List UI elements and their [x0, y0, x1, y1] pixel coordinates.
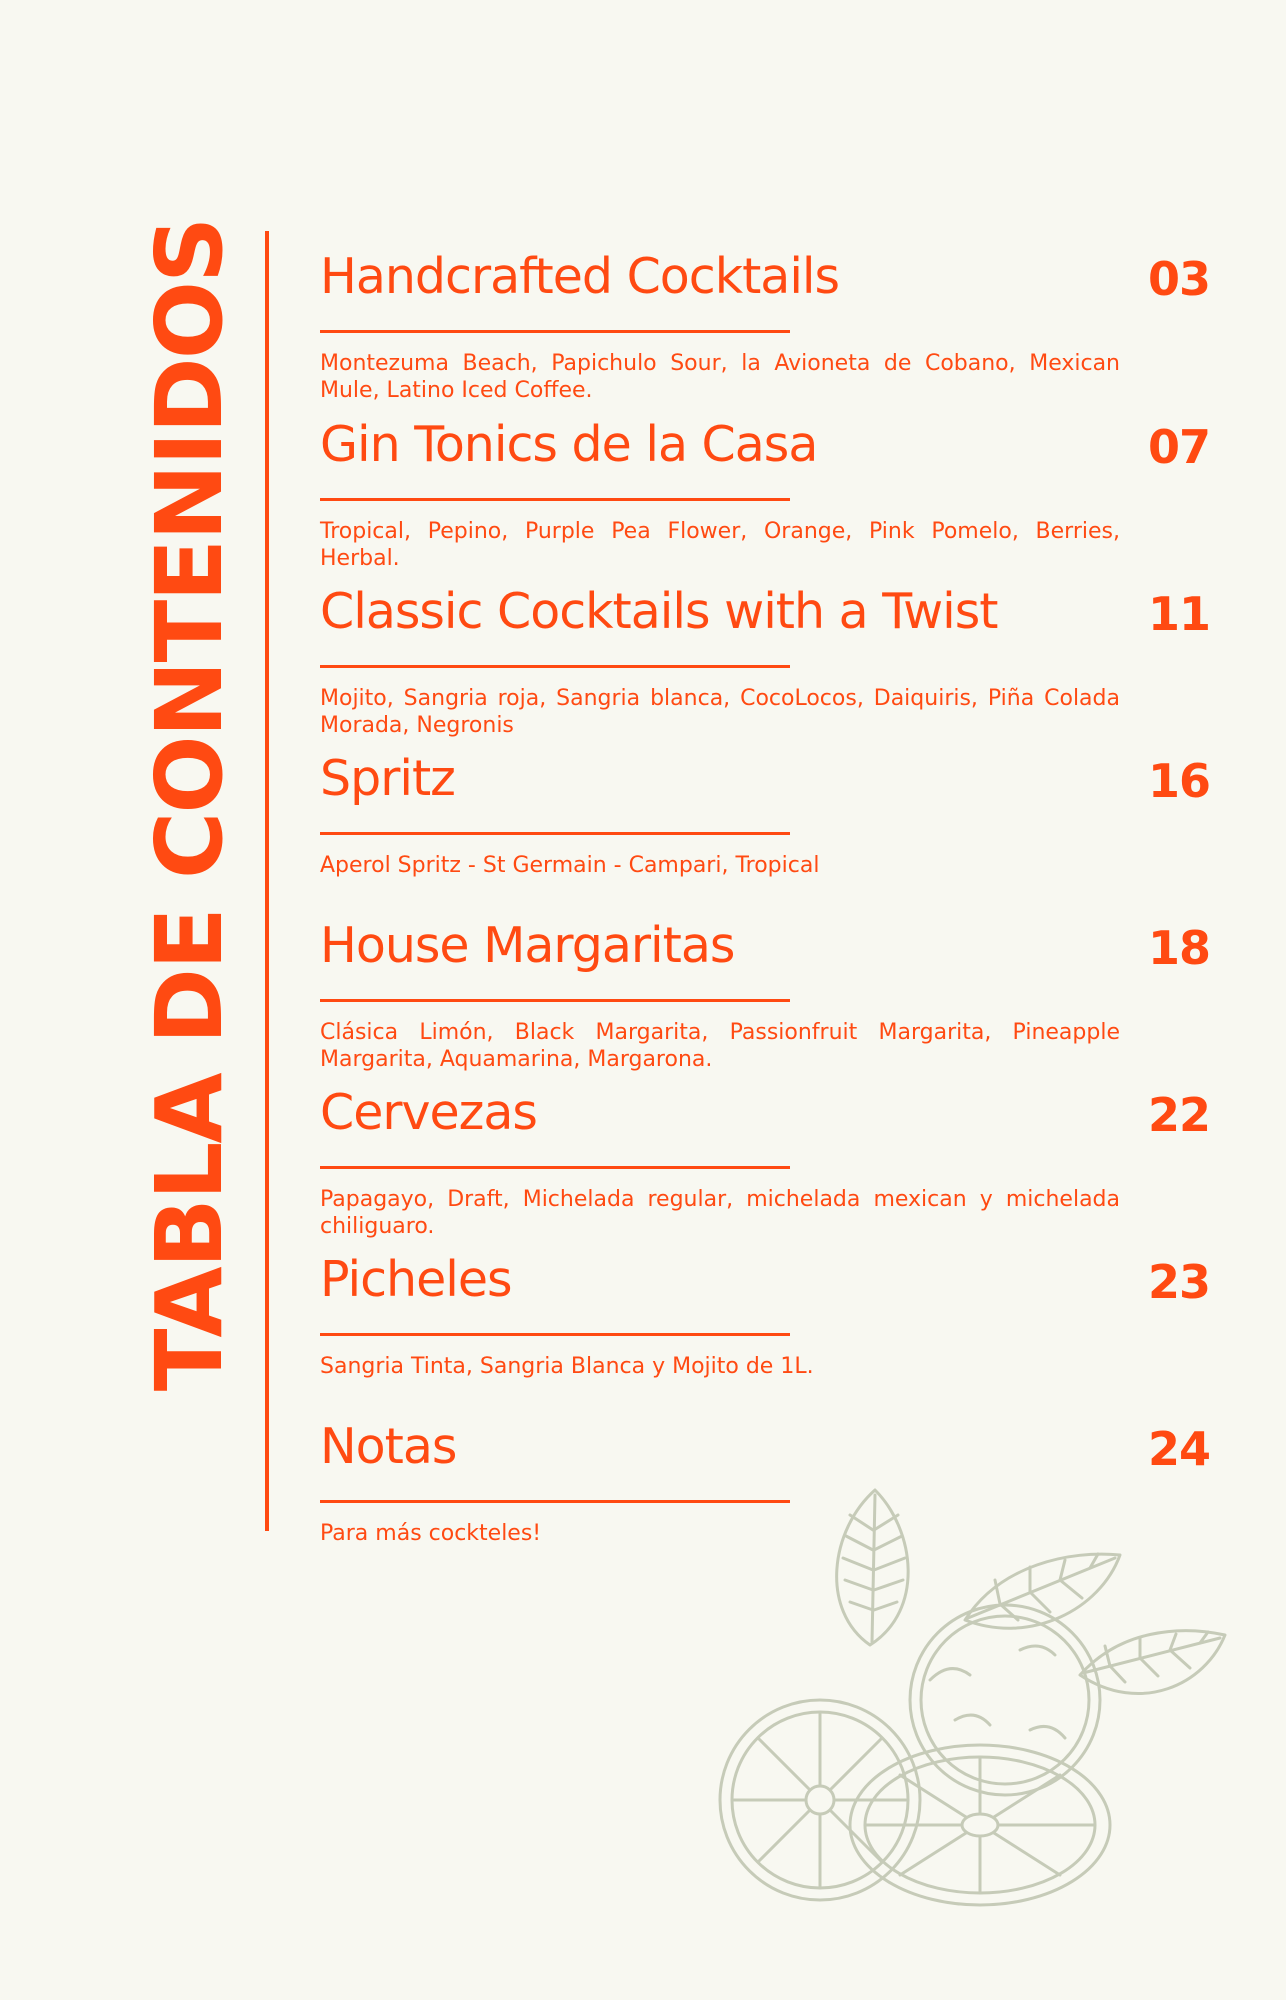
entry-description: Montezuma Beach, Papichulo Sour, la Avioneta de Cobano, Mexican Mule, Latino Iced Coffee. [320, 351, 1120, 403]
entry-page-number: 16 [1147, 754, 1210, 808]
entry-page-number: 24 [1147, 1422, 1210, 1476]
entry-title: Handcrafted Cocktails [320, 248, 840, 305]
entry-page-number: 11 [1147, 587, 1210, 641]
entry-page-number: 22 [1147, 1088, 1210, 1142]
entry-description: Papagayo, Draft, Michelada regular, michelada mexican y michelada chiliguaro. [320, 1187, 1120, 1239]
page-title: TABLA DE CONTENIDOS [136, 218, 243, 1392]
entry-title: Spritz [320, 750, 455, 807]
entry-title: Gin Tonics de la Casa [320, 416, 818, 473]
entry-description: Mojito, Sangria roja, Sangria blanca, CocoLocos, Daiquiris, Piña Colada Morada, Negronis [320, 686, 1120, 738]
entry-title: Cervezas [320, 1084, 537, 1141]
entry-description: Clásica Limón, Black Margarita, Passionfruit Margarita, Pineapple Margarita, Aquamarina, Margarona. [320, 1020, 1120, 1072]
entry-underline [320, 330, 790, 333]
entry-underline [320, 832, 790, 835]
entry-page-number: 07 [1147, 420, 1210, 474]
entry-underline [320, 1166, 790, 1169]
entry-description: Tropical, Pepino, Purple Pea Flower, Orange, Pink Pomelo, Berries, Herbal. [320, 519, 1120, 571]
entry-title: Classic Cocktails with a Twist [320, 583, 998, 640]
entry-underline [320, 1333, 790, 1336]
entry-title: Notas [320, 1418, 457, 1475]
entry-description: Aperol Spritz - St Germain - Campari, Tropical [320, 853, 820, 878]
vertical-divider [265, 231, 269, 1531]
entry-description: Sangria Tinta, Sangria Blanca y Mojito de 1L. [320, 1354, 814, 1379]
vertical-title-container [136, 218, 243, 1392]
entry-page-number: 18 [1147, 921, 1210, 975]
entry-underline [320, 665, 790, 668]
entry-underline [320, 999, 790, 1002]
entry-description: Para más cockteles! [320, 1521, 542, 1546]
entry-page-number: 03 [1147, 252, 1210, 306]
entry-title: House Margaritas [320, 917, 735, 974]
entry-underline [320, 498, 790, 501]
entry-page-number: 23 [1147, 1255, 1210, 1309]
citrus-fruit-sketch-icon [700, 1470, 1240, 1910]
entry-title: Picheles [320, 1251, 512, 1308]
